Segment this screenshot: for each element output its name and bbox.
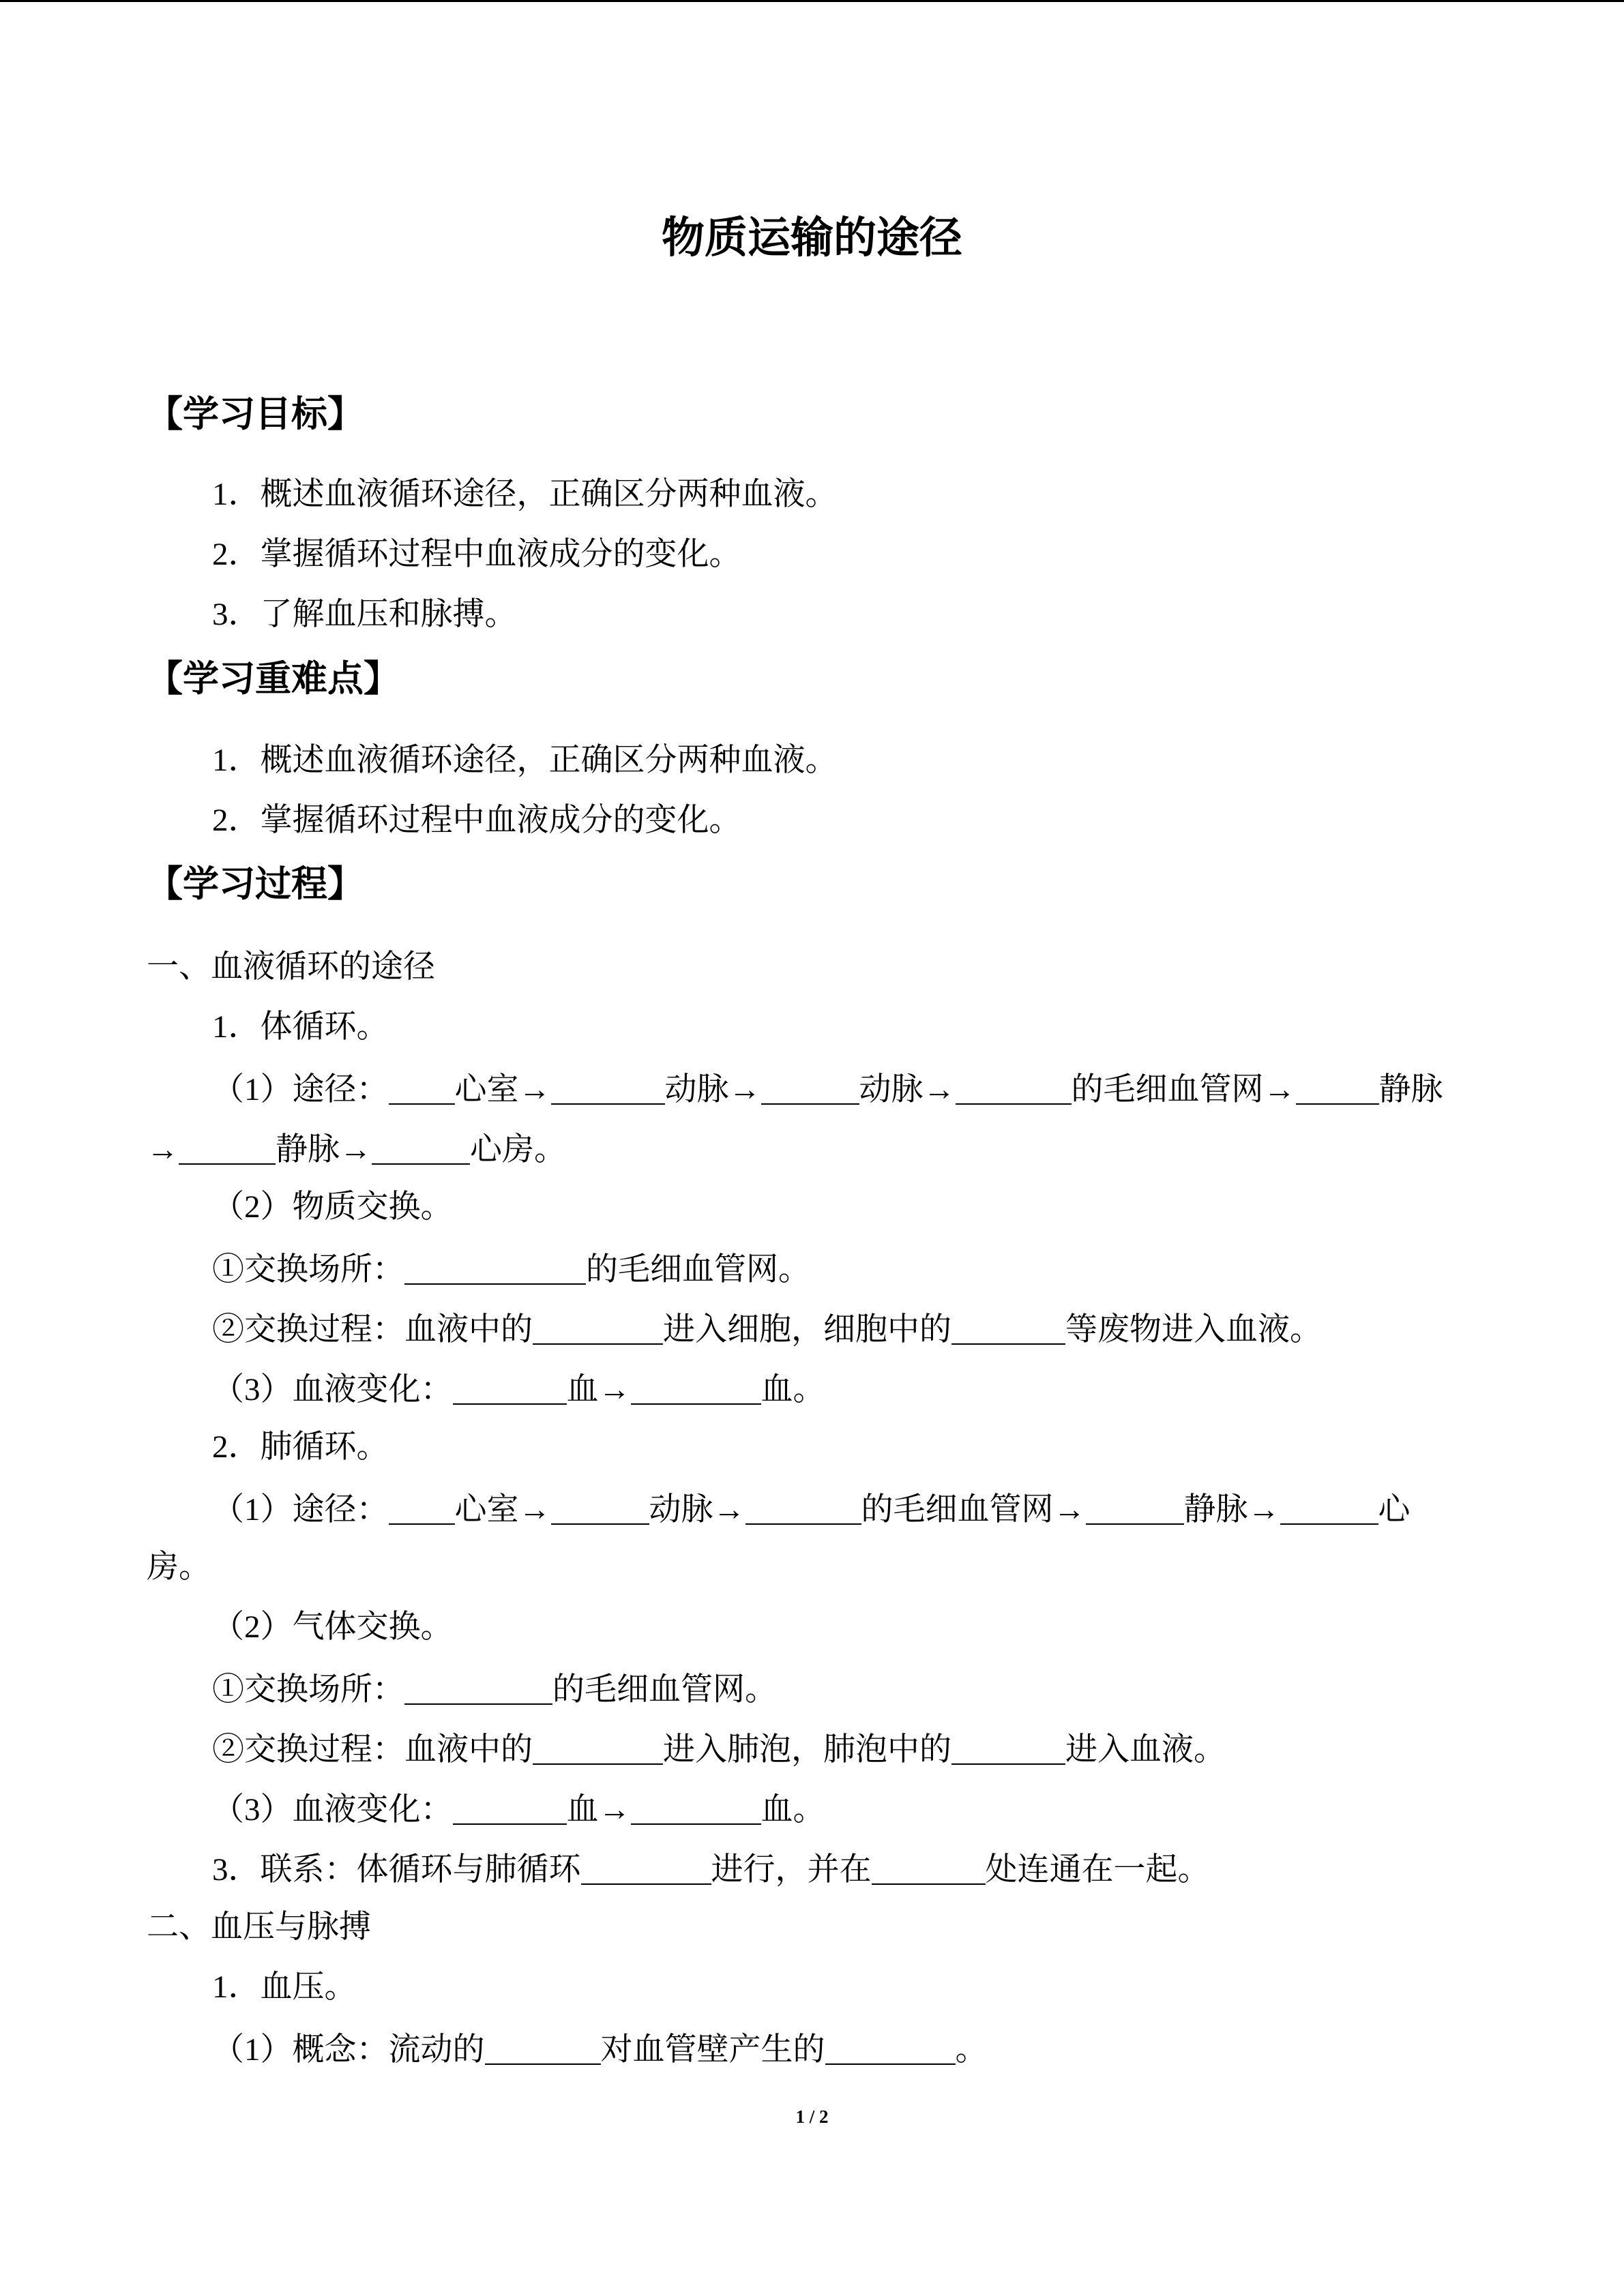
pulmonary-exchange-heading xyxy=(212,1611,453,1643)
systemic-exchange-heading xyxy=(212,1191,453,1223)
fill-in-blank xyxy=(1086,1496,1184,1525)
text-segment: （1）途径： xyxy=(212,1072,389,1107)
objective-item-text: 3．了解血压和脉搏。 xyxy=(212,597,517,632)
subheading-systemic xyxy=(212,1011,389,1043)
text-segment: 进入血液。 xyxy=(1065,1732,1226,1768)
subheading-text: 1．体循环。 xyxy=(212,1009,389,1045)
text-segment: 动脉→ xyxy=(859,1072,956,1107)
text-segment: （3）血液变化： xyxy=(212,1792,453,1828)
fill-in-blank xyxy=(1296,1076,1379,1105)
systemic-exchange-site xyxy=(212,1251,810,1286)
objective-item-text: 1．概述血液循环途径，正确区分两种血液。 xyxy=(212,477,838,512)
fill-in-blank xyxy=(551,1496,649,1525)
section-heading-key-points: 【学习重难点】 xyxy=(147,659,400,699)
pulmonary-route-line-2 xyxy=(147,1551,211,1583)
text-segment: 进入肺泡，肺泡中的 xyxy=(663,1732,951,1768)
text-segment: 心室→ xyxy=(454,1072,551,1107)
text-segment: 处连通在一起。 xyxy=(985,1852,1210,1888)
text-segment: 血。 xyxy=(761,1792,825,1828)
text-segment: 房。 xyxy=(147,1549,211,1585)
fill-in-blank xyxy=(404,1256,586,1285)
subheading-blood-pressure xyxy=(212,1971,357,2003)
text-segment: 静脉 xyxy=(1378,1072,1443,1107)
page-top-border xyxy=(0,0,1624,2)
section-heading-objectives: 【学习目标】 xyxy=(147,394,364,434)
fill-in-blank xyxy=(951,1316,1065,1345)
text-segment: 动脉→ xyxy=(649,1492,745,1527)
fill-in-blank xyxy=(872,1856,986,1885)
key-point-item-text: 2．掌握循环过程中血液成分的变化。 xyxy=(212,803,741,838)
fill-in-blank xyxy=(761,1076,859,1105)
subheading-text: 2．肺循环。 xyxy=(212,1429,389,1465)
text-segment: （1）途径： xyxy=(212,1492,389,1527)
pulmonary-blood-change xyxy=(212,1791,825,1826)
text-segment: （1）概念：流动的 xyxy=(212,2032,485,2068)
part-heading-text: 一、血液循环的途径 xyxy=(147,949,435,985)
text-segment: 进入细胞，细胞中的 xyxy=(663,1312,951,1347)
text-segment: 静脉→ xyxy=(1183,1492,1280,1527)
systemic-blood-change xyxy=(212,1371,825,1406)
objective-item xyxy=(212,599,517,631)
fill-in-blank xyxy=(389,1076,455,1105)
text-segment: ②交换过程：血液中的 xyxy=(212,1732,533,1768)
part-heading-circulation xyxy=(147,951,435,983)
text-segment: 静脉→ xyxy=(276,1132,372,1167)
fill-in-blank xyxy=(453,1796,567,1825)
fill-in-blank xyxy=(533,1316,663,1345)
objective-item xyxy=(212,479,838,511)
objective-item-text: 2．掌握循环过程中血液成分的变化。 xyxy=(212,537,741,572)
systemic-route-line-2 xyxy=(147,1131,566,1166)
text-segment: 血→ xyxy=(566,1372,631,1407)
key-point-item xyxy=(212,745,838,777)
text-segment: → xyxy=(147,1132,179,1167)
page-title: 物质运输的途径 xyxy=(662,214,962,262)
pulmonary-exchange-process xyxy=(212,1731,1226,1766)
fill-in-blank xyxy=(551,1076,665,1105)
blood-pressure-concept xyxy=(212,2031,988,2066)
key-point-item-text: 1．概述血液循环途径，正确区分两种血液。 xyxy=(212,743,838,778)
text-segment: 对血管壁产生的 xyxy=(600,2032,825,2068)
text-segment: 。 xyxy=(955,2032,988,2068)
circulation-connection xyxy=(212,1851,1210,1886)
fill-in-blank xyxy=(956,1076,1072,1105)
text-segment: 的毛细血管网→ xyxy=(861,1492,1086,1527)
text-segment: 的毛细血管网。 xyxy=(552,1672,777,1708)
fill-in-blank xyxy=(389,1496,455,1525)
text-segment: 血→ xyxy=(566,1792,631,1828)
section-heading-process: 【学习过程】 xyxy=(147,864,364,904)
text-segment: 血。 xyxy=(761,1372,825,1407)
fill-in-blank xyxy=(825,2036,956,2065)
systemic-exchange-process xyxy=(212,1311,1322,1346)
text-segment: （2）物质交换。 xyxy=(212,1189,453,1225)
text-segment: ①交换场所： xyxy=(212,1252,404,1287)
fill-in-blank xyxy=(581,1856,711,1885)
objective-item xyxy=(212,539,741,571)
subheading-text: 1．血压。 xyxy=(212,1969,357,2005)
text-segment: 等废物进入血液。 xyxy=(1065,1312,1322,1347)
text-segment: 动脉→ xyxy=(664,1072,761,1107)
fill-in-blank xyxy=(533,1736,663,1765)
page-number: 1 / 2 xyxy=(795,2106,829,2127)
fill-in-blank xyxy=(1280,1496,1378,1525)
text-segment: 心室→ xyxy=(454,1492,551,1527)
fill-in-blank xyxy=(485,2036,601,2065)
text-segment: 的毛细血管网→ xyxy=(1071,1072,1296,1107)
text-segment: 心 xyxy=(1378,1492,1411,1527)
pulmonary-route-line-1 xyxy=(212,1491,1411,1526)
text-segment: 3．联系：体循环与肺循环 xyxy=(212,1852,581,1888)
text-segment: （2）气体交换。 xyxy=(212,1609,453,1645)
fill-in-blank xyxy=(951,1736,1065,1765)
text-segment: 的毛细血管网。 xyxy=(586,1252,810,1287)
fill-in-blank xyxy=(404,1676,552,1705)
fill-in-blank xyxy=(745,1496,861,1525)
fill-in-blank xyxy=(631,1796,761,1825)
systemic-route-line-1 xyxy=(212,1071,1443,1106)
subheading-pulmonary xyxy=(212,1431,389,1463)
fill-in-blank xyxy=(631,1376,761,1405)
pulmonary-exchange-site xyxy=(212,1671,777,1706)
text-segment: 进行，并在 xyxy=(711,1852,872,1888)
text-segment: （3）血液变化： xyxy=(212,1372,453,1407)
fill-in-blank xyxy=(453,1376,567,1405)
text-segment: ①交换场所： xyxy=(212,1672,404,1708)
part-heading-pressure-pulse xyxy=(147,1911,371,1943)
fill-in-blank xyxy=(372,1136,470,1165)
fill-in-blank xyxy=(179,1136,276,1165)
text-segment: ②交换过程：血液中的 xyxy=(212,1312,533,1347)
key-point-item xyxy=(212,805,741,837)
text-segment: 心房。 xyxy=(470,1132,566,1167)
part-heading-text: 二、血压与脉搏 xyxy=(147,1909,371,1945)
